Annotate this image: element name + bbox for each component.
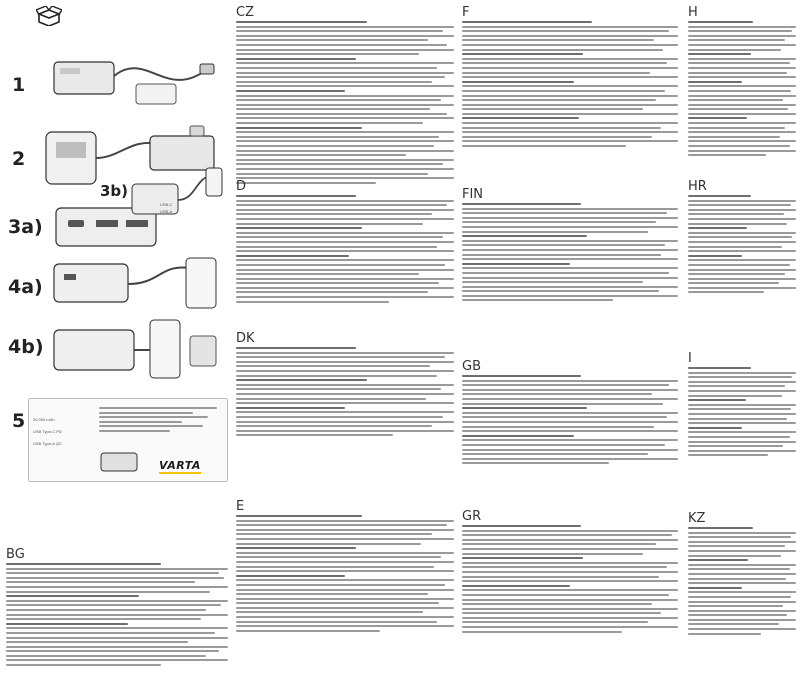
figure-number-5: 5 [12, 410, 26, 432]
section-hr-text [688, 195, 796, 293]
section-d-text [236, 195, 454, 303]
figure-3b-cable-phone [126, 164, 226, 244]
section-heading-gr: GR [462, 509, 482, 524]
section-heading-dk: DK [236, 331, 255, 346]
figure-number-4b: 4b) [8, 336, 44, 358]
section-e-text [236, 515, 454, 632]
section-heading-gb: GB [462, 359, 481, 374]
section-dk-text [236, 347, 454, 436]
spec-usb-a-qc: USB Type-A QC [33, 441, 62, 446]
varta-logo: VARTA [159, 459, 201, 472]
figure-number-3b: 3b) [100, 182, 129, 200]
figure-number-4a: 4a) [8, 276, 43, 298]
spec-usb-c-pd: USB Type-C PD [33, 429, 62, 434]
section-heading-h: H [688, 5, 698, 20]
package-box-icon [36, 6, 62, 26]
section-heading-d: D [236, 179, 247, 194]
section-heading-i: I [688, 351, 692, 366]
figure-number-1: 1 [12, 74, 26, 96]
section-cz-text [236, 21, 454, 184]
figure-1-powerbank-cable [46, 40, 226, 110]
section-heading-e: E [236, 499, 245, 514]
spec-table-lines [99, 407, 217, 432]
spec-capacity: 20 000 mAh [33, 417, 55, 422]
section-h-text [688, 21, 796, 156]
label-usb-a: USB-A [160, 209, 173, 214]
section-heading-cz: CZ [236, 5, 254, 20]
section-fin-text [462, 203, 678, 301]
figure-number-2: 2 [12, 148, 26, 170]
section-heading-f: F [462, 5, 470, 20]
illustration-column [6, 6, 226, 546]
section-gr-text [462, 525, 678, 633]
section-kz-text [688, 527, 796, 635]
powerbank-product-icon [99, 449, 139, 475]
section-f-text [462, 21, 678, 147]
label-usb-c: USB-C [160, 202, 173, 207]
section-gb-text [462, 375, 678, 464]
figure-4a-charging-device [50, 254, 226, 314]
section-heading-hr: HR [688, 179, 707, 194]
section-heading-fin: FIN [462, 187, 484, 202]
figure-number-3a: 3a) [8, 216, 43, 238]
figure-4b-wireless-charging [50, 316, 226, 386]
section-bg-text [6, 563, 228, 666]
figure-5-spec-panel [28, 398, 228, 482]
section-heading-kz: KZ [688, 511, 706, 526]
section-i-text [688, 367, 796, 456]
section-heading-bg: BG [6, 547, 25, 562]
